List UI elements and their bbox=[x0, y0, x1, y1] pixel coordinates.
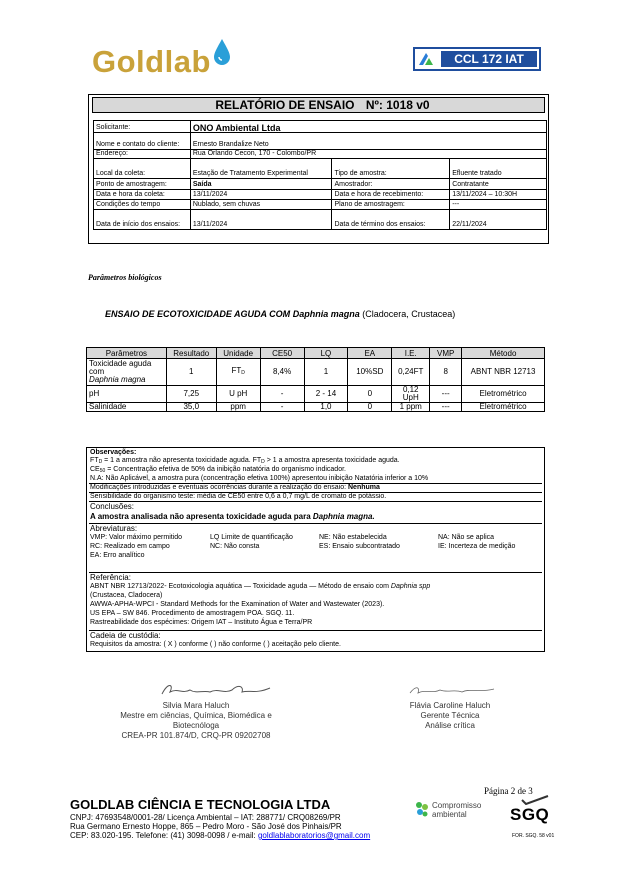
report-title bbox=[92, 97, 545, 113]
info-label: Condições do tempo bbox=[94, 200, 191, 210]
info-label: Endereço: bbox=[94, 150, 191, 159]
address-text: CEP: 83.020-195. Telefone: (41) 3098-0098 / e-mail: bbox=[70, 831, 258, 840]
column-header: I.E. bbox=[392, 348, 430, 359]
info-value-recebimento: 13/11/2024 – 10:30H bbox=[450, 190, 547, 200]
column-header: CE50 bbox=[260, 348, 304, 359]
param-cell bbox=[87, 359, 167, 386]
obs-text: > 1 a amostra apresenta toxicidade aguda. bbox=[264, 457, 400, 464]
column-header: EA bbox=[348, 348, 392, 359]
lq-cell: 1 bbox=[304, 359, 348, 386]
unit-cell: U pH bbox=[216, 386, 260, 403]
info-label: Nome e contato do cliente: bbox=[94, 133, 191, 150]
address-line: Rua Germano Ernesto Hoppe, 865 – Pedro Moro - São José dos Pinhais/PR bbox=[70, 822, 342, 831]
water-drop-icon bbox=[212, 38, 232, 66]
abbr-item: RC: Realizado em campo bbox=[90, 543, 170, 550]
obs-text: CE bbox=[90, 466, 100, 473]
unit-cell bbox=[216, 359, 260, 386]
address-line: CNPJ: 47693548/0001-28/ Licença Ambiental – IAT: 288771/ CRQ08269/PR bbox=[70, 813, 341, 822]
references-title: Referência: bbox=[90, 573, 131, 582]
signatory-role: Mestre em ciências, Química, Biomédica e Biotecnóloga bbox=[120, 711, 272, 730]
info-label: Amostrador: bbox=[332, 179, 450, 190]
info-value-solicitante: ONO Ambiental Ltda bbox=[190, 121, 546, 133]
abbr-line bbox=[90, 551, 541, 560]
ie-cell: 1 ppm bbox=[392, 403, 430, 412]
info-value-ponto: Saída bbox=[190, 179, 332, 190]
custody-text: Requisitos da amostra: ( X ) conforme ( ) não conforme ( ) aceitação pelo cliente. bbox=[90, 641, 341, 648]
custody-row bbox=[89, 631, 542, 650]
section-label: Parâmetros biológicos bbox=[88, 273, 162, 282]
info-value-inicio: 13/11/2024 bbox=[190, 210, 332, 230]
observations-notes bbox=[89, 449, 542, 484]
abbr-item: NC: Não consta bbox=[210, 543, 260, 550]
sample-info-table bbox=[93, 120, 547, 230]
column-header: Resultado bbox=[166, 348, 216, 359]
abbr-item: VMP: Valor máximo permitido bbox=[90, 534, 183, 541]
table-row bbox=[87, 386, 545, 403]
obs-line bbox=[90, 457, 541, 466]
obs-text: = Concentração efetiva de 50% da inibição natatória do organismo indicador. bbox=[105, 466, 346, 473]
sensitivity-row: Sensibilidade do organismo teste: média de CE50 entre 0,6 a 0,7 mg/L de cromato de potássio. bbox=[89, 493, 542, 502]
vmp-cell: 8 bbox=[430, 359, 462, 386]
obs-line: N.A: Não Aplicável, a amostra pura (concentração efetiva 100%) apresentou inibição Natatória inferior a 10% bbox=[90, 475, 429, 482]
signatory-registry: CREA-PR 101.874/D, CRQ-PR 09202708 bbox=[121, 731, 271, 740]
custody-title: Cadeia de custódia: bbox=[90, 631, 161, 640]
test-title bbox=[105, 309, 455, 319]
column-header: Parâmetros bbox=[87, 348, 167, 359]
leaf-icon bbox=[414, 800, 430, 820]
info-value-plano: --- bbox=[450, 200, 547, 210]
info-value-amostrador: Contratante bbox=[450, 179, 547, 190]
sgq-check-icon bbox=[518, 795, 554, 805]
obs-sub: 50 bbox=[99, 468, 106, 474]
accreditation-code: CCL 172 IAT bbox=[441, 51, 537, 67]
company-name: GOLDLAB CIÊNCIA E TECNOLOGIA LTDA bbox=[70, 797, 331, 812]
obs-text: FT bbox=[90, 457, 99, 464]
result-cell: 7,25 bbox=[166, 386, 216, 403]
ie-cell: 0,24FT bbox=[392, 359, 430, 386]
ie-cell: 0,12 UpH bbox=[392, 386, 430, 403]
info-value-termino: 22/11/2024 bbox=[450, 210, 547, 230]
info-label: Local da coleta: bbox=[94, 159, 191, 179]
param-name: pH bbox=[87, 386, 167, 403]
abbreviations-row bbox=[89, 524, 542, 573]
abbreviations-title: Abreviaturas: bbox=[90, 524, 138, 533]
method-cell: Eletrométrico bbox=[462, 386, 545, 403]
accreditation-badge bbox=[413, 47, 541, 71]
param-name: Salinidade bbox=[87, 403, 167, 412]
unit-subscript: D bbox=[241, 370, 245, 376]
conclusions-row bbox=[89, 502, 542, 524]
vmp-cell: --- bbox=[430, 386, 462, 403]
conclusions-title: Conclusões: bbox=[90, 502, 135, 511]
unit-text: FT bbox=[231, 366, 242, 375]
info-label: Ponto de amostragem: bbox=[94, 179, 191, 190]
observations-box bbox=[86, 447, 545, 652]
method-cell: Eletrométrico bbox=[462, 403, 545, 412]
reference-line: AWWA-APHA-WPCI - Standard Methods for the Examination of Water and Wastewater (2023). bbox=[90, 601, 385, 608]
column-header: VMP bbox=[430, 348, 462, 359]
obs-sub: D bbox=[261, 459, 265, 465]
obs-text: = 1 a amostra não apresenta toxicidade aguda. FT bbox=[102, 457, 262, 464]
signatory-registry: Análise crítica bbox=[425, 721, 475, 730]
email-link[interactable]: goldlablaboratorios@gmail.com bbox=[257, 831, 371, 840]
obs-sub: D bbox=[98, 459, 103, 465]
info-value-coleta: 13/11/2024 bbox=[190, 190, 332, 200]
info-value-tempo: Nublado, sem chuvas bbox=[190, 200, 332, 210]
test-title-main: ENSAIO DE ECOTOXICIDADE AGUDA COM bbox=[105, 309, 291, 319]
modifications-row bbox=[89, 484, 542, 493]
accreditation-check-icon bbox=[417, 51, 435, 67]
modifications-value: Nenhuma bbox=[348, 484, 380, 491]
reference-line bbox=[90, 582, 541, 591]
goldlab-logo: Goldlab bbox=[92, 44, 211, 79]
abbr-item: NA: Não se aplica bbox=[438, 534, 495, 541]
info-value-endereco: Rua Orlando Cecon, 170 - Colombo/PR bbox=[190, 150, 546, 159]
param-name: Toxicidade aguda com bbox=[89, 359, 152, 376]
table-header-row bbox=[87, 348, 545, 359]
lq-cell: 1,0 bbox=[304, 403, 348, 412]
obs-line bbox=[90, 466, 541, 475]
references-row bbox=[89, 573, 542, 631]
abbr-item: LQ Limite de quantificação bbox=[210, 534, 293, 541]
table-row bbox=[87, 403, 545, 412]
ea-cell: 0 bbox=[348, 386, 392, 403]
info-label: Tipo de amostra: bbox=[332, 159, 450, 179]
signatory-name: Flávia Caroline Haluch bbox=[409, 701, 491, 710]
table-row bbox=[87, 359, 545, 386]
ea-cell: 0 bbox=[348, 403, 392, 412]
abbr-line bbox=[90, 533, 541, 542]
company-address bbox=[70, 813, 370, 840]
reference-line: US EPA – SW 846. Procedimento de amostragem POA. SGQ. 11. bbox=[90, 610, 295, 617]
reference-species: Daphnia spp bbox=[390, 583, 431, 590]
info-label: Data e hora de recebimento: bbox=[332, 190, 450, 200]
reference-text: ABNT NBR 12713/2022- Ecotoxicologia aquática — Toxicidade aguda — Método de ensaio com bbox=[90, 583, 391, 590]
modifications-label: Modificações introduzidas e eventuais ocorrências durante a realização do ensaio: bbox=[90, 484, 348, 491]
address-line bbox=[70, 831, 370, 840]
abbr-item: NE: Não estabelecida bbox=[319, 534, 387, 541]
abbr-line bbox=[90, 542, 541, 551]
column-header: Método bbox=[462, 348, 545, 359]
result-cell: 35,0 bbox=[166, 403, 216, 412]
vmp-cell: --- bbox=[430, 403, 462, 412]
info-label: Data de início dos ensaios: bbox=[94, 210, 191, 230]
ce50-cell: - bbox=[260, 386, 304, 403]
signatory-name: Silvia Mara Haluch bbox=[162, 701, 230, 710]
test-title-species: Daphnia magna bbox=[292, 309, 360, 319]
signature-block-1 bbox=[96, 701, 296, 741]
abbr-item: ES: Ensaio subcontratado bbox=[319, 543, 400, 550]
info-label: Data e hora da coleta: bbox=[94, 190, 191, 200]
report-title-text: RELATÓRIO DE ENSAIO bbox=[215, 98, 355, 112]
result-cell: 1 bbox=[166, 359, 216, 386]
parameters-table bbox=[86, 347, 545, 412]
conclusion-text: A amostra analisada não apresenta toxicidade aguda para bbox=[90, 512, 313, 521]
environmental-commitment-label: Compromisso ambiental bbox=[432, 801, 482, 819]
ea-cell: 10%SD bbox=[348, 359, 392, 386]
unit-cell: ppm bbox=[216, 403, 260, 412]
conclusion-line bbox=[90, 512, 541, 522]
column-header: LQ bbox=[304, 348, 348, 359]
lq-cell: 2 - 14 bbox=[304, 386, 348, 403]
report-number: Nº: 1018 v0 bbox=[365, 98, 430, 112]
info-value-contato: Ernesto Brandalize Neto bbox=[190, 133, 546, 150]
info-label: Solicitante: bbox=[94, 121, 191, 133]
ce50-cell: 8,4% bbox=[260, 359, 304, 386]
info-value-tipo: Efluente tratado bbox=[450, 159, 547, 179]
abbr-item: IE: Incerteza de medição bbox=[438, 543, 516, 550]
reference-line: (Crustacea, Cladocera) bbox=[90, 592, 163, 599]
info-value-local: Estação de Tratamento Experimental bbox=[190, 159, 332, 179]
info-label: Plano de amostragem: bbox=[332, 200, 450, 210]
reference-line: Rastreabilidade dos espécimes: Origem IAT – Instituto Água e Terra/PR bbox=[90, 619, 313, 626]
sgq-logo: SGQ bbox=[510, 805, 550, 824]
signature-mark-2 bbox=[408, 683, 498, 697]
test-title-group: (Cladocera, Crustacea) bbox=[362, 309, 456, 319]
param-species: Daphnia magna bbox=[89, 375, 146, 384]
info-label: Data de término dos ensaios: bbox=[332, 210, 450, 230]
signature-block-2 bbox=[390, 701, 510, 731]
signature-mark-1 bbox=[158, 680, 278, 700]
method-cell: ABNT NBR 12713 bbox=[462, 359, 545, 386]
ce50-cell: - bbox=[260, 403, 304, 412]
column-header: Unidade bbox=[216, 348, 260, 359]
observations-title: Observações: bbox=[90, 449, 137, 456]
signatory-role: Gerente Técnica bbox=[420, 711, 480, 720]
abbr-item: EA: Erro analítico bbox=[90, 552, 145, 559]
page-number: Página 2 de 3 bbox=[484, 786, 533, 796]
conclusion-species: Daphnia magna. bbox=[312, 512, 375, 521]
form-code: FOR. SGQ. 58 v01 bbox=[512, 833, 555, 839]
